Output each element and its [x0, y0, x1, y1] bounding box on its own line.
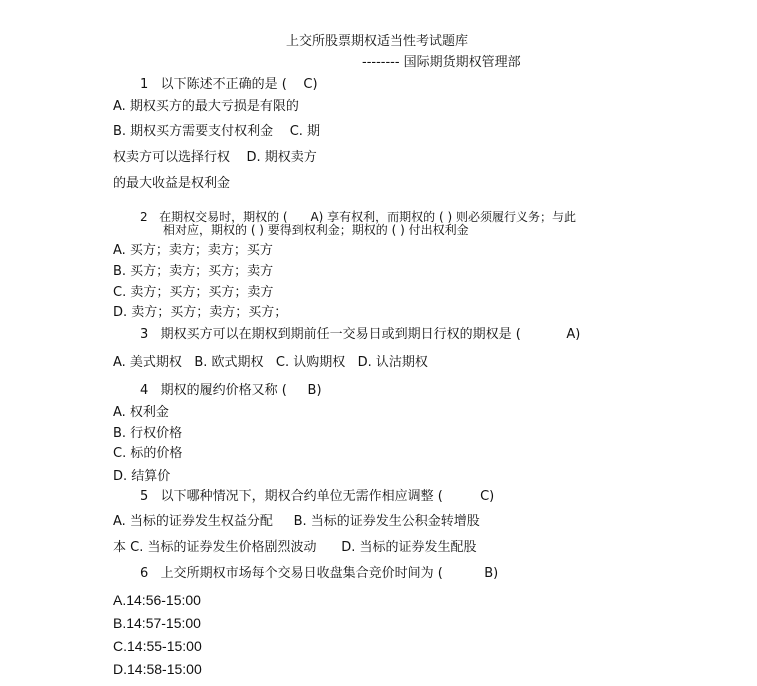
question-5-stem: 5 以下哪种情况下，期权合约单位无需作相应调整 ( C) [140, 489, 495, 504]
question-1-line: 权卖方可以选择行权 D. 期权卖方 [113, 150, 317, 165]
document-title: 上交所股票期权适当性考试题库 [286, 34, 469, 49]
question-6-option: D.14:58-15:00 [113, 661, 202, 677]
question-4-option: A. 权利金 [113, 405, 169, 420]
question-1-line: A. 期权买方的最大亏损是有限的 [113, 99, 299, 114]
question-5-line: 本 C. 当标的证券发生价格剧烈波动 D. 当标的证券发生配股 [113, 540, 477, 555]
question-2-option: B. 买方；卖方；买方；卖方 [113, 264, 274, 279]
question-6-option: A.14:56-15:00 [113, 592, 201, 608]
document-subtitle: -------- 国际期货期权管理部 [362, 55, 521, 70]
question-5-line: A. 当标的证券发生权益分配 B. 当标的证券发生公积金转增股 [113, 514, 480, 529]
question-2-option: D. 卖方；买方；卖方；买方； [113, 305, 288, 320]
question-2-stem: 2 在期权交易时，期权的 ( A) 享有权利，而期权的 ( ) 则必须履行义务；与此 [140, 210, 576, 224]
question-1-line: 的最大收益是权利金 [113, 176, 231, 191]
question-6-option: B.14:57-15:00 [113, 615, 201, 631]
question-3-stem: 3 期权买方可以在期权到期前任一交易日或到期日行权的期权是 ( A) [140, 327, 581, 342]
question-1-line: B. 期权买方需要支付权利金 C. 期 [113, 124, 321, 139]
question-2-stem-continued: 相对应，期权的 ( ) 要得到权利金；期权的 ( ) 付出权利金 [163, 223, 469, 237]
question-4-stem: 4 期权的履约价格又称 ( B) [140, 383, 322, 398]
question-6-option: C.14:55-15:00 [113, 638, 202, 654]
question-3-options: A. 美式期权 B. 欧式期权 C. 认购期权 D. 认沽期权 [113, 355, 428, 370]
question-1-stem: 1 以下陈述不正确的是 ( C) [140, 77, 318, 92]
question-4-option: C. 标的价格 [113, 446, 183, 461]
question-2-option: C. 卖方；买方；买方；卖方 [113, 285, 274, 300]
question-4-option: D. 结算价 [113, 469, 171, 484]
question-6-stem: 6 上交所期权市场每个交易日收盘集合竞价时间为 ( B) [140, 566, 499, 581]
question-2-option: A. 买方；卖方；卖方；买方 [113, 243, 273, 258]
question-4-option: B. 行权价格 [113, 426, 183, 441]
